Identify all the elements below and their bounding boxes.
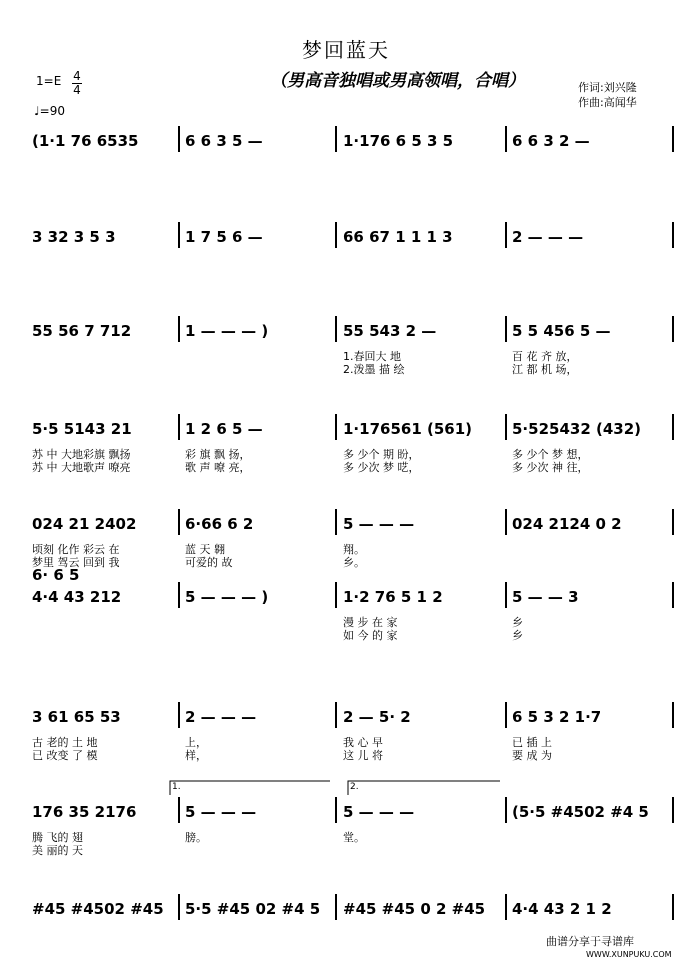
measure-notes: 6 5 3 2 1·7	[512, 708, 602, 726]
measure-notes: 5 — — — )	[185, 588, 269, 606]
measure-notes: 3 61 65 53	[32, 708, 121, 726]
measure-notes: 5 — — —	[185, 803, 257, 821]
time-top: 4	[73, 69, 81, 83]
measure-notes: 4·4 43 212	[32, 588, 122, 606]
lyric-line: 要 成 为	[512, 749, 552, 762]
lyric-line: 样，	[185, 749, 207, 762]
composer: 作曲:高闻华	[578, 96, 637, 109]
footer-text: 曲谱分享于寻谱库	[546, 935, 634, 948]
measure-notes: 1 2 6 5 —	[185, 420, 263, 438]
song-subtitle: （男高音独唱或男高领唱，合唱）	[270, 71, 525, 91]
measure-notes: 176 35 2176	[32, 803, 137, 821]
footer-url: WWW.XUNPUKU.COM	[586, 950, 672, 959]
measure-notes: 024 21 2402	[32, 515, 137, 533]
song-title: 梦回蓝天	[302, 38, 390, 62]
lyricist: 作词:刘兴隆	[578, 81, 637, 94]
measure-notes: 5·5 #45 02 #4 5	[185, 900, 321, 918]
measure-notes: 66 67 1 1 1 3	[343, 228, 453, 246]
measure-notes: 1·2 76 5 1 2	[343, 588, 443, 606]
lyric-line: 这 儿 将	[343, 749, 383, 762]
lyric-line: 苏 中 大地歌声 嘹亮	[32, 461, 131, 474]
measure-notes: 55 56 7 712	[32, 322, 132, 340]
measure-notes: 3 32 3 5 3	[32, 228, 116, 246]
measure-notes: 5·525432 (432)	[512, 420, 642, 438]
lyric-line: 顷刻 化作 彩云 在	[32, 543, 120, 556]
lyric-line: 苏 中 大地彩旗 飘扬	[32, 448, 131, 461]
lyric-line: 已 插 上	[512, 736, 552, 749]
measure-notes: 5 5 456 5 —	[512, 322, 611, 340]
measure-notes: 5 — — 3	[512, 588, 579, 606]
lyric-line: 堂。	[343, 831, 365, 844]
measure-notes: (5·5 #4502 #4 5	[512, 803, 649, 821]
lyric-line: 上，	[185, 736, 207, 749]
lyric-line: 2.泼墨 描 绘	[343, 363, 405, 376]
volta-second-label: 2.	[350, 782, 359, 792]
lyric-line: 歌 声 嘹 亮，	[185, 461, 251, 474]
lyric-line: 多 少次 神 往，	[512, 461, 589, 474]
measure-notes: 6 6 3 5 —	[185, 132, 263, 150]
lyric-line: 我 心 早	[343, 736, 383, 749]
measure-notes: 55 543 2 —	[343, 322, 437, 340]
lyric-line: 1.春回大 地	[343, 350, 401, 363]
volta-first-label: 1.	[172, 782, 181, 792]
lyric-line: 江 都 机 场，	[512, 363, 578, 376]
lyric-line: 梦里 驾云 回到 我	[32, 556, 120, 569]
key-signature: 1=E	[36, 74, 62, 88]
measure-notes: 1 7 5 6 —	[185, 228, 263, 246]
lyric-line: 多 少个 期 盼，	[343, 448, 420, 461]
lyric-line: 膀。	[185, 831, 207, 844]
measure-notes: #45 #4502 #45	[32, 900, 164, 918]
measure-notes: 1 — — — )	[185, 322, 269, 340]
lyric-line: 如 今 的 家	[343, 629, 398, 642]
lyric-line: 乡	[512, 629, 523, 642]
measure-notes: #45 #45 0 2 #45	[343, 900, 486, 918]
lyric-line: 古 老的 土 地	[32, 736, 98, 749]
lyric-line: 多 少次 梦 呓，	[343, 461, 420, 474]
lyric-line: 翔。	[343, 543, 365, 556]
lyric-line: 腾 飞的 翅	[32, 831, 83, 844]
lyric-line: 可爱的 故	[185, 556, 233, 569]
lyric-line: 漫 步 在 家	[343, 616, 398, 629]
lyric-line: 美 丽的 天	[32, 844, 83, 857]
measure-upper-voice: 6· 6 5	[32, 566, 80, 584]
measure-notes: 2 — 5· 2	[343, 708, 411, 726]
measure-notes: 2 — — —	[512, 228, 584, 246]
lyric-line: 乡。	[343, 556, 365, 569]
time-bottom: 4	[73, 83, 81, 97]
measure-notes: 1·176 6 5 3 5	[343, 132, 454, 150]
measure-notes: 6 6 3 2 —	[512, 132, 590, 150]
lyric-line: 乡	[512, 616, 523, 629]
measure-notes: 5 — — —	[343, 515, 415, 533]
lyric-line: 已 改变 了 模	[32, 749, 98, 762]
measure-notes: 1·176561 (561)	[343, 420, 473, 438]
measure-notes: 5 — — —	[343, 803, 415, 821]
lyric-line: 彩 旗 飘 扬，	[185, 448, 251, 461]
lyric-line: 百 花 齐 放，	[512, 350, 578, 363]
measure-notes: 6·66 6 2	[185, 515, 254, 533]
tempo-marking: ♩=90	[34, 104, 65, 118]
lyric-line: 蓝 天 翱	[185, 543, 225, 556]
measure-notes: (1·1 76 6535	[32, 132, 139, 150]
lyric-line: 多 少个 梦 想，	[512, 448, 589, 461]
measure-notes: 024 2124 0 2	[512, 515, 622, 533]
measure-notes: 4·4 43 2 1 2	[512, 900, 612, 918]
measure-notes: 5·5 5143 21	[32, 420, 132, 438]
measure-notes: 2 — — —	[185, 708, 257, 726]
